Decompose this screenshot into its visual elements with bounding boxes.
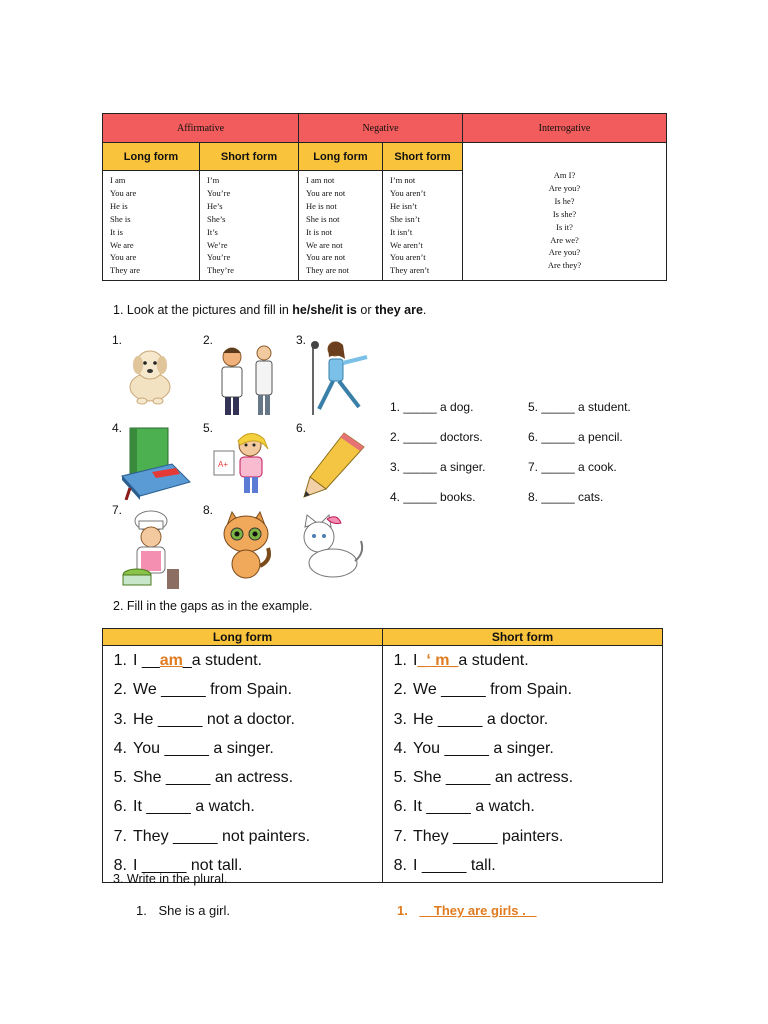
instruction-text: .	[422, 303, 427, 317]
exercise-1-item: 3. _____ a singer.	[390, 460, 486, 474]
affirmative-short-line: She’s	[207, 213, 226, 224]
short-form-sentence	[383, 765, 662, 794]
cat-image	[218, 510, 274, 582]
negative-long-line: I am not	[306, 175, 335, 185]
negative-long-form-header: Long form	[299, 143, 383, 171]
interrogative-line: Am I?	[553, 170, 576, 180]
affirmative-short-line: He’s	[207, 200, 223, 211]
pencil-image	[300, 429, 370, 499]
exercise-2-instruction: 2. Fill in the gaps as in the example.	[113, 599, 313, 613]
sentence-number: 6.	[393, 798, 407, 816]
example-answer-text: ‘ m	[426, 652, 450, 669]
picture-number: 1.	[112, 333, 123, 347]
sentence-number: 2.	[113, 681, 127, 699]
long-form-sentence	[103, 677, 382, 706]
instruction-text: or	[356, 303, 375, 317]
negative-short-line: You aren’t	[390, 252, 426, 263]
negative-long-line: You are not	[306, 187, 346, 198]
sentence-number: 8.	[393, 857, 407, 875]
affirmative-long-line: I am	[110, 175, 126, 185]
exercise-1-item: 2. _____ doctors.	[390, 430, 483, 444]
interrogative-line: Are we?	[550, 234, 579, 245]
sentence-text: We _____ from Spain.	[413, 681, 572, 699]
gap-fill-table	[102, 628, 663, 883]
interrogative-line: Are they?	[547, 260, 582, 271]
negative-short-line: We aren’t	[390, 239, 423, 250]
item-text: She is a girl.	[158, 903, 231, 918]
doctors-image	[212, 341, 282, 419]
negative-short-line: You aren’t	[390, 187, 426, 198]
negative-short-line: It isn’t	[390, 226, 413, 237]
cook-image	[115, 509, 187, 589]
negative-long-line: It is not	[306, 226, 332, 237]
sentence-number: 3.	[113, 710, 127, 728]
picture-number: 7.	[112, 503, 123, 517]
short-form-header: Short form	[383, 629, 663, 646]
instruction-text: 1. Look at the pictures and fill in	[113, 303, 293, 317]
interrogative-header: Interrogative	[463, 114, 667, 143]
long-form-column	[103, 646, 383, 883]
sentence-text: You _____ a singer.	[133, 739, 274, 757]
sentence-text: They _____ painters.	[413, 827, 564, 845]
affirmative-short-form-header: Short form	[200, 143, 299, 171]
long-form-sentence	[103, 707, 382, 736]
sentence-number: 3.	[393, 710, 407, 728]
sentence-number: 8.	[113, 857, 127, 875]
sentence-number: 6.	[113, 798, 127, 816]
affirmative-long-line: You are	[110, 252, 137, 263]
negative-short-line: They aren’t	[390, 265, 430, 276]
long-form-sentence	[103, 794, 382, 823]
sentence-text: It _____ a watch.	[133, 798, 255, 816]
negative-header: Negative	[299, 114, 463, 143]
sentence-text: He _____ a doctor.	[413, 710, 549, 728]
answer-text: __They are girls . _	[419, 903, 537, 918]
sentence-text: They _____ not painters.	[133, 827, 311, 845]
exercise-3-instruction: 3. Write in the plural.	[113, 872, 228, 886]
sentence-number: 4.	[113, 739, 127, 757]
white-cat-image	[287, 513, 367, 583]
exercise-1-item: 8. _____ cats.	[528, 490, 604, 504]
exercise-1-item: 7. _____ a cook.	[528, 460, 617, 474]
negative-short-line: He isn’t	[390, 200, 417, 211]
example-answer: _‘ m_	[417, 652, 459, 669]
sentence-number: 7.	[393, 827, 407, 845]
short-form-sentence	[383, 853, 662, 882]
interrogative-line: Is he?	[554, 195, 575, 206]
example-answer: am	[159, 652, 183, 669]
interrogative-line: Is it?	[556, 221, 573, 232]
sentence-number: 4.	[393, 739, 407, 757]
affirmative-long-column	[103, 171, 200, 281]
affirmative-short-line: We’re	[207, 239, 228, 250]
affirmative-short-line: You’re	[207, 187, 231, 198]
sentence-text: She _____ an actress.	[413, 769, 574, 787]
affirmative-long-line: She is	[110, 213, 131, 224]
sentence-text: We _____ from Spain.	[133, 681, 292, 699]
exercise-1-item: 6. _____ a pencil.	[528, 430, 623, 444]
affirmative-long-line: You are	[110, 187, 137, 198]
affirmative-short-column	[200, 171, 299, 281]
singer-image	[305, 335, 371, 419]
instruction-bold-he-she-it: he/she/it is	[292, 303, 357, 317]
negative-long-line: We are not	[306, 239, 343, 250]
instruction-bold-they-are: they are	[374, 303, 423, 317]
picture-number: 2.	[203, 333, 214, 347]
negative-long-line: They are not	[306, 265, 349, 276]
negative-short-column	[383, 171, 463, 281]
negative-short-line: She isn’t	[390, 213, 420, 224]
picture-number: 8.	[203, 503, 214, 517]
puppy-image	[122, 343, 178, 407]
affirmative-long-line: He is	[110, 200, 128, 211]
answer-number: 1.	[397, 903, 408, 918]
sentence-text: I _____ not tall.	[133, 857, 243, 875]
sentence-text: It _____ a watch.	[413, 798, 535, 816]
affirmative-short-line: It’s	[207, 226, 218, 237]
affirmative-short-line: I’m	[207, 175, 220, 185]
short-form-column	[383, 646, 663, 883]
sentence-text: You _____ a singer.	[413, 739, 554, 757]
sentence-number: 5.	[393, 769, 407, 787]
affirmative-long-line: They are	[110, 265, 140, 276]
short-form-sentence	[383, 707, 662, 736]
sentence-text: _a student.	[182, 652, 262, 669]
books-image	[116, 424, 192, 500]
exercise-1-item: 5. _____ a student.	[528, 400, 631, 414]
long-form-header: Long form	[103, 629, 383, 646]
verb-to-be-table	[102, 113, 667, 281]
plural-item	[136, 903, 230, 918]
negative-long-column	[299, 171, 383, 281]
negative-short-form-header: Short form	[383, 143, 463, 171]
picture-number: 6.	[296, 421, 307, 435]
sentence-text: I _____ tall.	[413, 857, 496, 875]
short-form-sentence	[383, 677, 662, 706]
plural-answer	[397, 903, 537, 918]
affirmative-header: Affirmative	[103, 114, 299, 143]
picture-number: 3.	[296, 333, 307, 347]
short-form-sentence	[383, 824, 662, 853]
long-form-sentence	[103, 648, 382, 677]
interrogative-line: Are you?	[548, 247, 581, 258]
interrogative-line: Are you?	[548, 182, 581, 193]
affirmative-long-line: It is	[110, 226, 123, 237]
negative-long-line: He is not	[306, 200, 337, 211]
sentence-text: a student.	[458, 652, 529, 669]
negative-long-line: You are not	[306, 252, 346, 263]
sentence-text: I	[413, 652, 418, 669]
exercise-1-instruction	[113, 303, 426, 317]
exercise-1-item: 4. _____ books.	[390, 490, 476, 504]
affirmative-long-line: We are	[110, 239, 134, 250]
negative-short-line: I’m not	[390, 175, 416, 185]
sentence-text: She _____ an actress.	[133, 769, 294, 787]
item-number: 1.	[136, 903, 147, 918]
svg-text:A+: A+	[218, 460, 229, 469]
sentence-number: 5.	[113, 769, 127, 787]
negative-long-line: She is not	[306, 213, 340, 224]
student-image	[210, 427, 280, 497]
long-form-sentence	[103, 765, 382, 794]
short-form-sentence	[383, 736, 662, 765]
affirmative-short-line: You’re	[207, 252, 231, 263]
sentence-number: 2.	[393, 681, 407, 699]
sentence-text: He _____ not a doctor.	[133, 710, 295, 728]
sentence-number: 1.	[393, 652, 407, 669]
interrogative-line: Is she?	[552, 208, 577, 219]
short-form-sentence	[383, 794, 662, 823]
sentence-number: 7.	[113, 827, 127, 845]
long-form-sentence	[103, 824, 382, 853]
affirmative-short-line: They’re	[207, 265, 234, 276]
sentence-text: I __	[133, 652, 160, 669]
sentence-number: 1.	[113, 652, 127, 669]
affirmative-long-form-header: Long form	[103, 143, 200, 171]
picture-number: 5.	[203, 421, 214, 435]
picture-number: 4.	[112, 421, 123, 435]
long-form-sentence	[103, 736, 382, 765]
exercise-1-item: 1. _____ a dog.	[390, 400, 474, 414]
short-form-sentence	[383, 648, 662, 677]
interrogative-column	[463, 143, 667, 281]
